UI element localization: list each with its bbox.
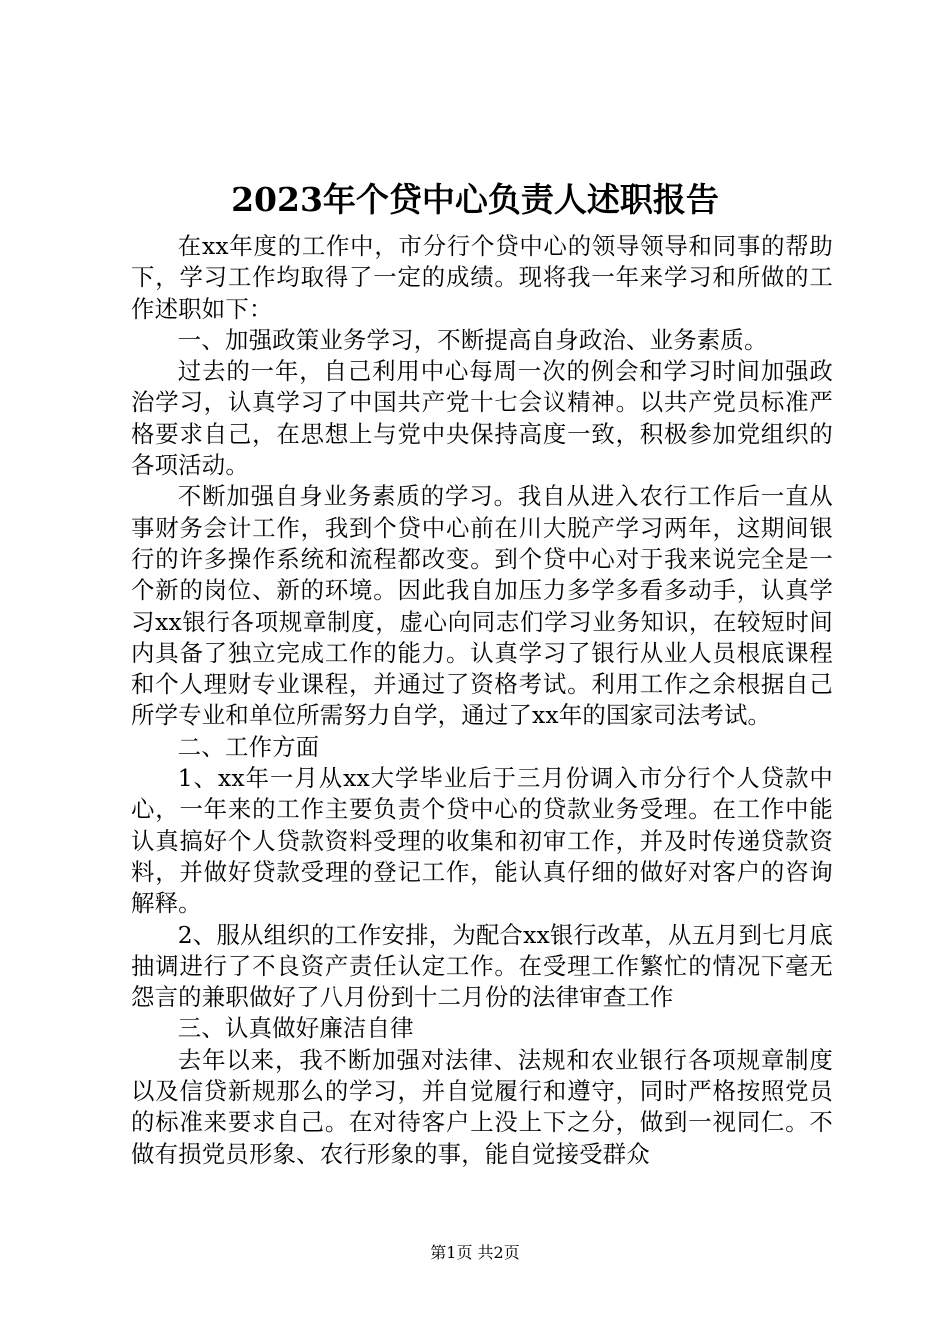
paragraph-business-study: 不断加强自身业务素质的学习。我自从进入农行工作后一直从事财务会计工作，我到个贷中心前在川大脱产学习两年，这期间银行的许多操作系统和流程都改变。到个贷中心对于我来说完全是一个新的岗位、新的环境。因此我自加压力多学多看多动手，认真学习xx银行各项规章制度，虚心向同志们学习业务知识，在较短时间内具备了独立完成工作的能力。认真学习了银行从业人员根底课程和个人理财专业课程，并通过了资格考试。利用工作之余根据自己所学专业和单位所需努力自学，通过了xx年的国家司法考试。 [131,482,833,730]
paragraph-integrity: 去年以来，我不断加强对法律、法规和农业银行各项规章制度以及信贷新规那么的学习，并自觉履行和遵守，同时严格按照党员的标准来要求自己。在对待客户上没上下之分，做到一视同仁。不做有损党员形象、农行形象的事，能自觉接受群众 [131,1045,833,1168]
document-title: 2023年个贷中心负责人述职报告 [231,180,719,219]
paragraph-political-study: 过去的一年，自己利用中心每周一次的例会和学习时间加强政治学习，认真学习了中国共产党十七会议精神。以共产党员标准严格要求自己，在思想上与党中央保持高度一致，积极参加党组织的各项活动。 [131,357,833,480]
section-heading-2: 二、工作方面 [177,732,320,761]
document-body [131,231,833,1170]
paragraph-intro: 在xx年度的工作中，市分行个贷中心的领导领导和同事的帮助下，学习工作均取得了一定的成绩。现将我一年来学习和所做的工作述职如下： [131,232,833,323]
section-heading-1: 一、加强政策业务学习，不断提高自身政治、业务素质。 [177,325,768,354]
page-footer: 第1页 共2页 [430,1243,520,1262]
section-heading-3: 三、认真做好廉洁自律 [177,1014,414,1043]
paragraph-work-item-1: 1、xx年一月从xx大学毕业后于三月份调入市分行个人贷款中心，一年来的工作主要负责个贷中心的贷款业务受理。在工作中能认真搞好个人贷款资料受理的收集和初审工作，并及时传递贷款资料，并做好贷款受理的登记工作，能认真仔细的做好对客户的咨询解释。 [131,764,833,918]
paragraph-work-item-2: 2、服从组织的工作安排，为配合xx银行改革，从五月到七月底抽调进行了不良资产责任认定工作。在受理工作繁忙的情况下毫无怨言的兼职做好了八月份到十二月份的法律审查工作 [131,920,834,1012]
